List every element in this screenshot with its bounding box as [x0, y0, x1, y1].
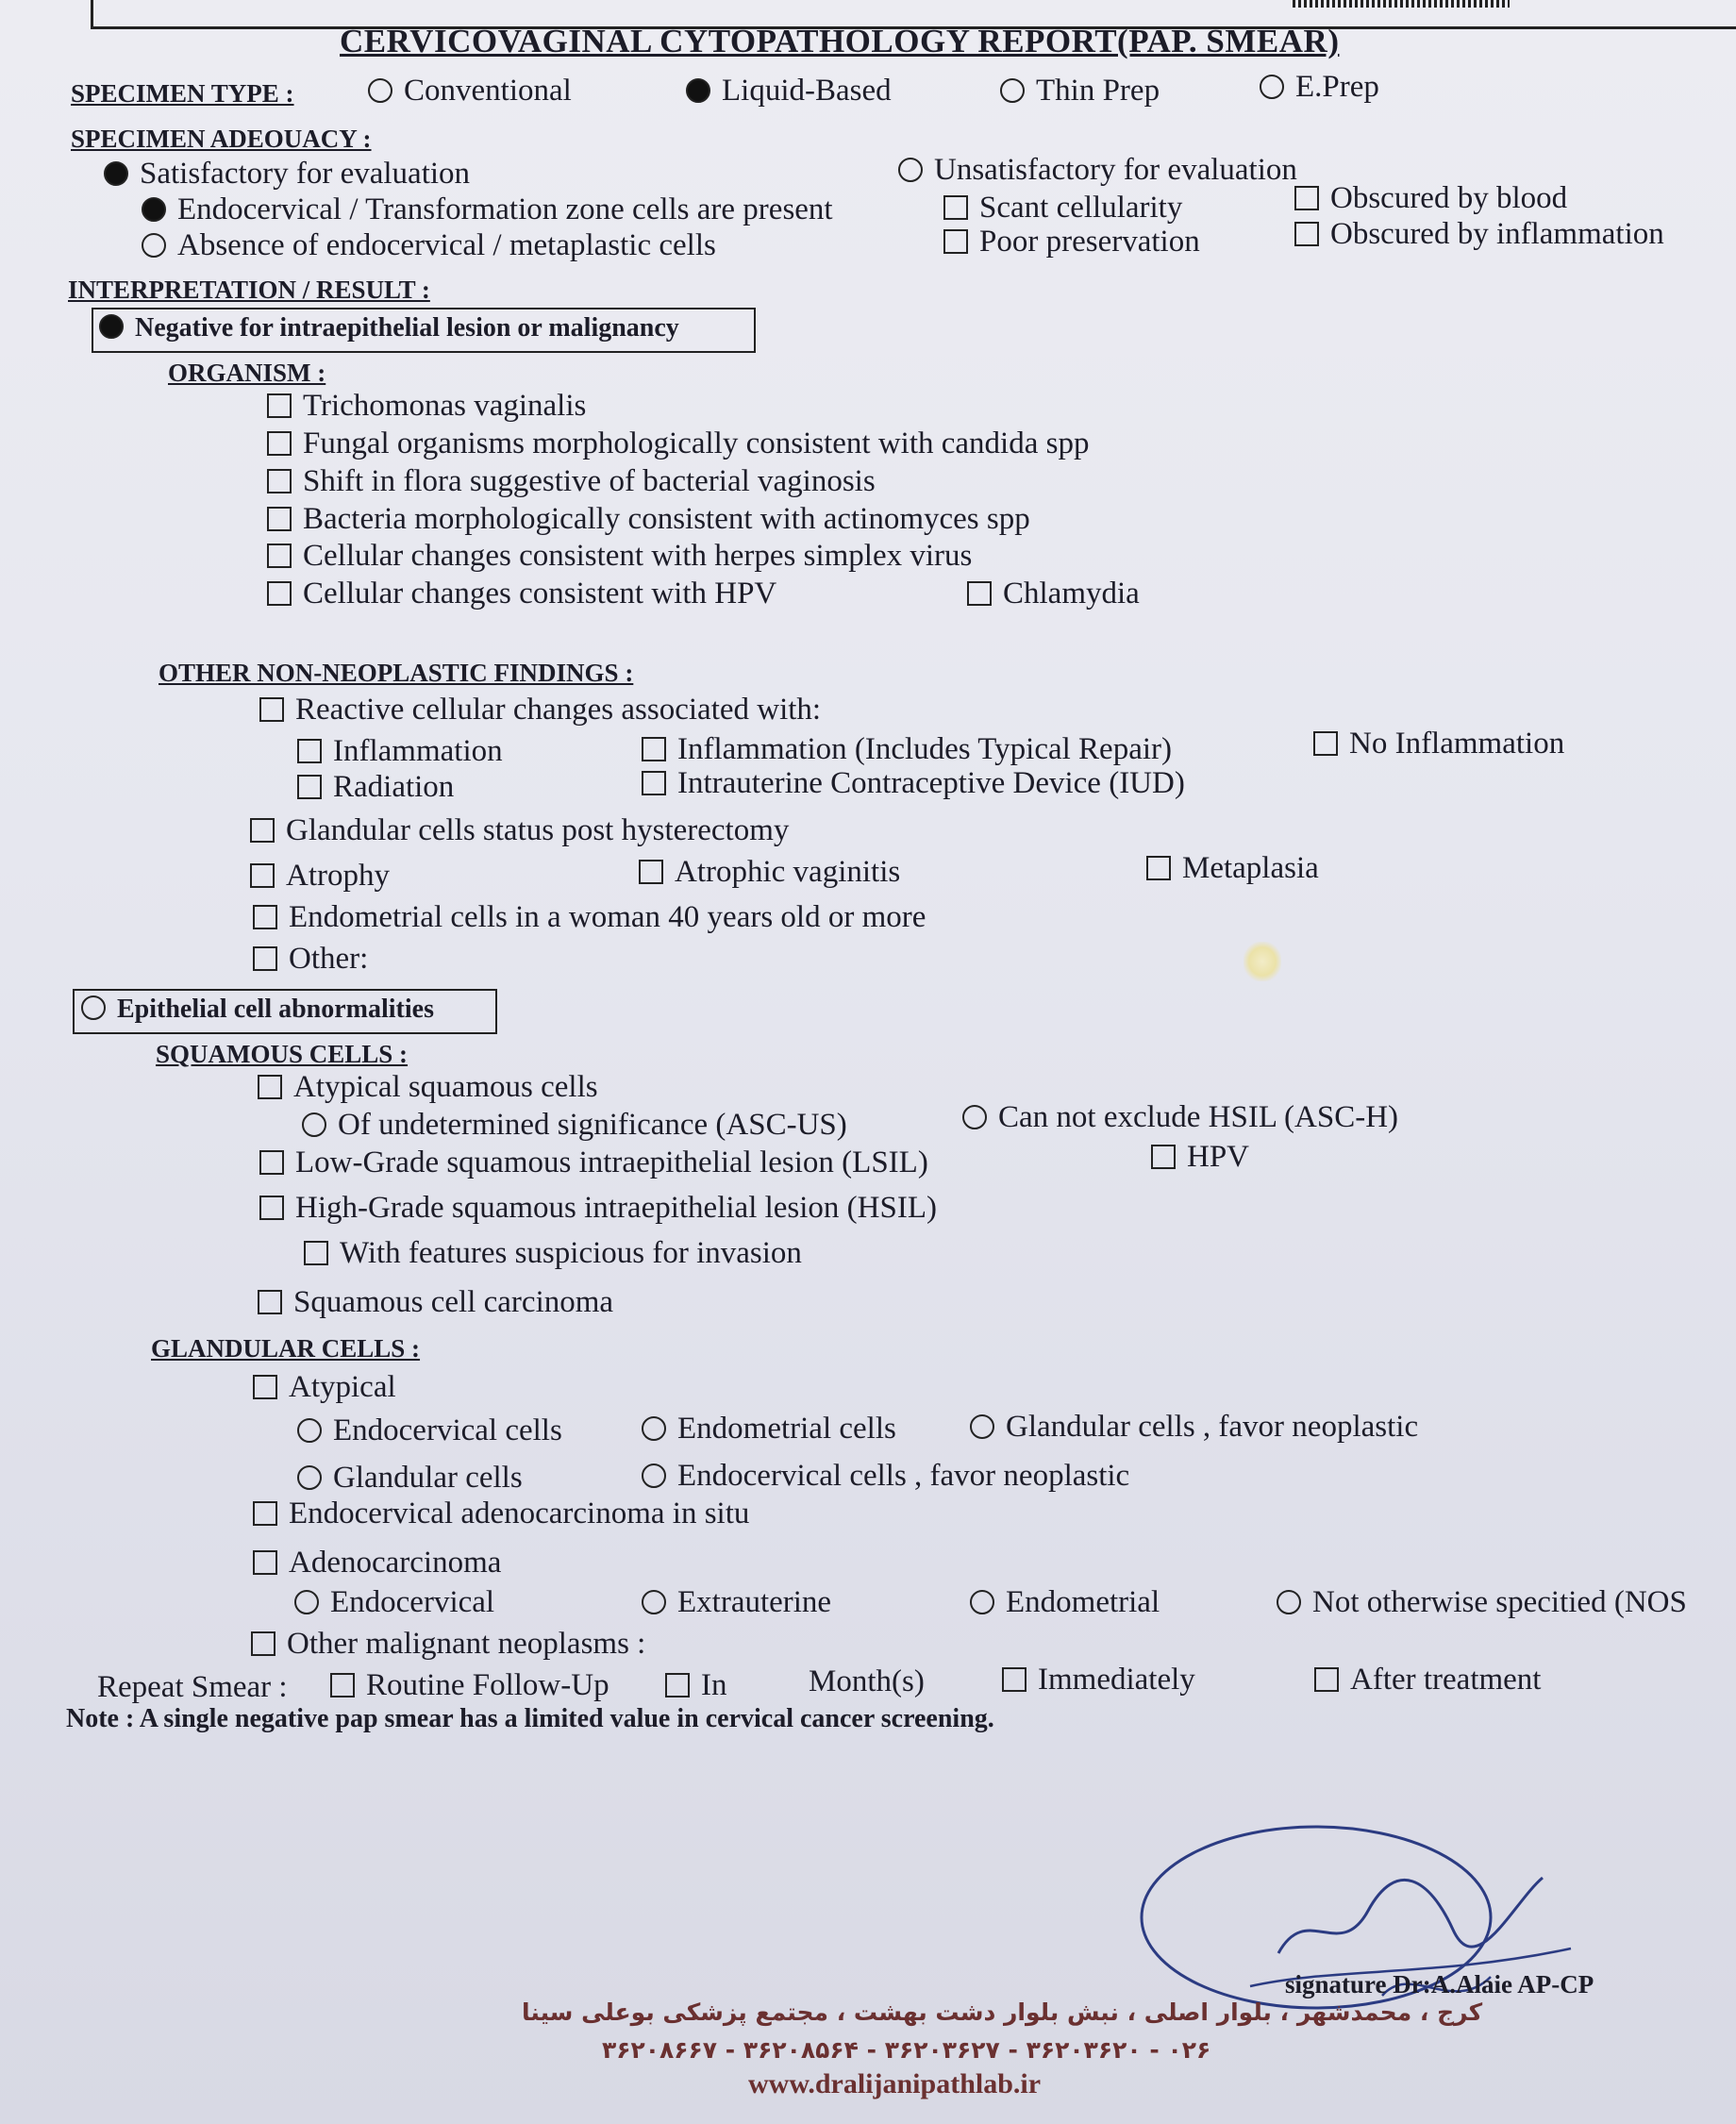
radio-icon [142, 233, 166, 258]
organism-item[interactable]: Cellular changes consistent with HPV [267, 577, 776, 611]
checkbox-icon [1151, 1145, 1176, 1169]
repeat-in[interactable]: In [665, 1668, 727, 1703]
squamous-cell-carcinoma[interactable]: Squamous cell carcinoma [258, 1285, 613, 1320]
specimen-option-thin-prep[interactable]: Thin Prep [1000, 74, 1160, 109]
reactive-changes[interactable]: Reactive cellular changes associated with: [259, 693, 821, 728]
repeat-smear-label: Repeat Smear : [97, 1670, 288, 1704]
checkbox-icon [1314, 1667, 1339, 1692]
checkbox-icon [250, 818, 275, 843]
checkbox-icon [665, 1673, 690, 1698]
footer-url[interactable]: www.dralijanipathlab.ir [748, 2068, 1042, 2099]
checkbox-icon [967, 581, 992, 606]
non-neoplastic-other[interactable]: Other: [253, 942, 368, 977]
organism-chlamydia[interactable]: Chlamydia [967, 577, 1140, 611]
adeno-extrauterine[interactable]: Extrauterine [642, 1585, 831, 1620]
radio-filled-icon [142, 197, 166, 222]
adequacy-unsatisfactory[interactable]: Unsatisfactory for evaluation [898, 153, 1297, 188]
checkbox-icon [267, 393, 292, 418]
lsil[interactable]: Low-Grade squamous intraepithelial lesion (LSIL) [259, 1146, 928, 1180]
checkbox-icon [259, 697, 284, 722]
radio-icon [642, 1416, 666, 1441]
checkbox-icon [1294, 186, 1319, 210]
hsil[interactable]: High-Grade squamous intraepithelial lesion (HSIL) [259, 1191, 937, 1226]
checkbox-icon [267, 507, 292, 531]
interpretation-negative[interactable]: Negative for intraepithelial lesion or malignancy [99, 313, 679, 343]
checkbox-icon [639, 860, 663, 884]
radio-icon [81, 995, 106, 1020]
adequacy-poor[interactable]: Poor preservation [943, 225, 1200, 259]
reactive-no-inflammation[interactable]: No Inflammation [1313, 727, 1564, 761]
checkbox-icon [267, 469, 292, 493]
specimen-option-liquid-based[interactable]: Liquid-Based [686, 74, 892, 109]
checkbox-icon [251, 1631, 275, 1656]
radio-icon [297, 1465, 322, 1490]
radio-icon [642, 1463, 666, 1488]
checkbox-icon [259, 1196, 284, 1220]
report-title: CERVICOVAGINAL CYTOPATHOLOGY REPORT(PAP. SMEAR) [340, 23, 1340, 59]
glandular-glandular-cells[interactable]: Glandular cells [297, 1461, 523, 1496]
reactive-iud[interactable]: Intrauterine Contraceptive Device (IUD) [642, 766, 1185, 801]
radio-icon [297, 1418, 322, 1443]
reactive-inflammation-repair[interactable]: Inflammation (Includes Typical Repair) [642, 732, 1172, 767]
squamous-label: SQUAMOUS CELLS : [156, 1040, 409, 1068]
epithelial-abnormalities[interactable]: Epithelial cell abnormalities [81, 995, 434, 1025]
note-text: Note : A single negative pap smear has a limited value in cervical cancer screening. [66, 1704, 994, 1733]
reactive-radiation[interactable]: Radiation [297, 770, 454, 805]
checkbox-icon [259, 1150, 284, 1175]
radio-icon [302, 1112, 326, 1137]
adequacy-label: SPECIMEN ADEOUACY : [71, 125, 372, 153]
specimen-option-eprep[interactable]: E.Prep [1260, 70, 1379, 105]
reactive-inflammation[interactable]: Inflammation [297, 734, 503, 769]
asc-us[interactable]: Of undetermined significance (ASC-US) [302, 1108, 847, 1143]
adequacy-scant[interactable]: Scant cellularity [943, 191, 1182, 226]
glandular-post-hysterectomy[interactable]: Glandular cells status post hysterectomy [250, 813, 789, 848]
checkbox-icon [330, 1673, 355, 1698]
radio-icon [642, 1590, 666, 1614]
checkbox-icon [253, 1501, 277, 1526]
checkbox-icon [943, 229, 968, 254]
checkbox-icon [1294, 222, 1319, 246]
checkbox-icon [253, 946, 277, 971]
checkbox-icon [267, 544, 292, 568]
metaplasia[interactable]: Metaplasia [1146, 851, 1319, 886]
organism-item[interactable]: Fungal organisms morphologically consistent with candida spp [267, 426, 1089, 461]
checkbox-icon [1313, 731, 1338, 756]
checkbox-icon [642, 771, 666, 795]
glandular-endocervical-favor[interactable]: Endocervical cells , favor neoplastic [642, 1459, 1129, 1494]
checkbox-icon [267, 431, 292, 456]
footer-address: کرج ، محمدشهر ، بلوار اصلی ، نبش بلوار دشت بهشت ، مجتمع پزشکی بوعلی سینا [522, 1999, 1483, 2026]
adequacy-obscured-inflammation[interactable]: Obscured by inflammation [1294, 217, 1664, 252]
paper-stain [1244, 942, 1281, 981]
checkbox-icon [943, 195, 968, 220]
checkbox-icon [304, 1241, 328, 1265]
radio-filled-icon [99, 314, 124, 339]
checkbox-icon [258, 1290, 282, 1314]
glandular-label: GLANDULAR CELLS : [151, 1334, 421, 1363]
radio-icon [970, 1414, 994, 1439]
radio-icon [970, 1590, 994, 1614]
repeat-after-treatment[interactable]: After treatment [1314, 1663, 1541, 1698]
checkbox-icon [297, 739, 322, 763]
organism-item[interactable]: Shift in flora suggestive of bacterial vaginosis [267, 464, 876, 499]
radio-icon [1277, 1590, 1301, 1614]
checkbox-icon [1146, 856, 1171, 880]
checkbox-icon [250, 863, 275, 888]
repeat-routine[interactable]: Routine Follow-Up [330, 1668, 609, 1703]
checkbox-icon [267, 581, 292, 606]
signature-scribble [1278, 1878, 1543, 1953]
adequacy-endocervical-present[interactable]: Endocervical / Transformation zone cells are present [142, 192, 833, 227]
adequacy-obscured-blood[interactable]: Obscured by blood [1294, 181, 1567, 216]
atypical-squamous[interactable]: Atypical squamous cells [258, 1070, 598, 1105]
endometrial-40[interactable]: Endometrial cells in a woman 40 years old or more [253, 900, 926, 935]
checkbox-icon [297, 775, 322, 799]
signature-label: signature Dr:A.Alaie AP-CP [1285, 1970, 1594, 1999]
checkbox-icon [1002, 1667, 1027, 1692]
checkbox-icon [253, 1550, 277, 1575]
asc-h[interactable]: Can not exclude HSIL (ASC-H) [962, 1100, 1398, 1135]
specimen-option-conventional[interactable]: Conventional [368, 74, 572, 109]
glandular-endometrial-cells[interactable]: Endometrial cells [642, 1412, 896, 1447]
glandular-endocervical-cells[interactable]: Endocervical cells [297, 1413, 562, 1448]
adequacy-absence[interactable]: Absence of endocervical / metaplastic cells [142, 228, 716, 263]
radio-icon [962, 1105, 987, 1129]
adequacy-satisfactory[interactable]: Satisfactory for evaluation [104, 157, 470, 192]
radio-filled-icon [686, 78, 710, 103]
atrophic-vaginitis[interactable]: Atrophic vaginitis [639, 855, 900, 890]
radio-filled-icon [104, 161, 128, 186]
hpv[interactable]: HPV [1151, 1140, 1249, 1175]
footer-phones: ۰۲۶ - ۳۶۲۰۳۶۲۰ - ۳۶۲۰۳۶۲۷ - ۳۶۲۰۸۵۶۴ - ۳۶۲۰۸۶۶۷ [602, 2036, 1211, 2064]
glandular-adenocarcinoma[interactable]: Adenocarcinoma [253, 1546, 501, 1580]
organism-item[interactable]: Bacteria morphologically consistent with actinomyces spp [267, 502, 1030, 537]
specimen-type-label: SPECIMEN TYPE : [71, 79, 294, 108]
radio-icon [1260, 75, 1284, 99]
organism-item[interactable]: Cellular changes consistent with herpes simplex virus [267, 539, 972, 574]
radio-icon [898, 158, 923, 182]
adeno-endocervical[interactable]: Endocervical [294, 1585, 494, 1620]
checkbox-icon [253, 1375, 277, 1399]
repeat-immediately[interactable]: Immediately [1002, 1663, 1195, 1698]
glandular-atypical[interactable]: Atypical [253, 1370, 396, 1405]
glandular-favor-neoplastic[interactable]: Glandular cells , favor neoplastic [970, 1410, 1418, 1445]
organism-item[interactable]: Trichomonas vaginalis [267, 389, 586, 424]
other-malignant[interactable]: Other malignant neoplasms : [251, 1627, 645, 1662]
repeat-months: Month(s) [809, 1664, 925, 1698]
interpretation-label: INTERPRETATION / RESULT : [68, 276, 430, 304]
checkbox-icon [642, 737, 666, 761]
radio-icon [1000, 78, 1025, 103]
adeno-nos[interactable]: Not otherwise specitied (NOS [1277, 1585, 1687, 1620]
atrophy[interactable]: Atrophy [250, 859, 390, 894]
adeno-endometrial[interactable]: Endometrial [970, 1585, 1160, 1620]
radio-icon [368, 78, 392, 103]
glandular-ais[interactable]: Endocervical adenocarcinoma in situ [253, 1497, 749, 1531]
checkbox-icon [253, 905, 277, 929]
checkbox-icon [258, 1075, 282, 1099]
barcode [1293, 0, 1510, 8]
hsil-invasion[interactable]: With features suspicious for invasion [304, 1236, 802, 1271]
non-neoplastic-label: OTHER NON-NEOPLASTIC FINDINGS : [159, 659, 634, 687]
organism-label: ORGANISM : [168, 359, 326, 387]
radio-icon [294, 1590, 319, 1614]
